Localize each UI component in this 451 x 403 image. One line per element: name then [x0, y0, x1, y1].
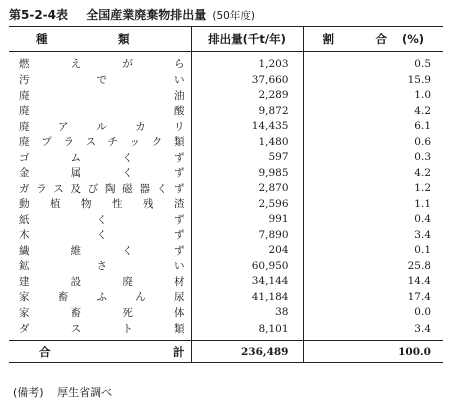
table-title: 全国産業廃棄物排出量 — [86, 8, 207, 22]
total-ratio: 100.0 — [303, 341, 443, 363]
row-amount: 204 — [191, 243, 303, 259]
row-kind: 汚でい — [19, 74, 185, 87]
row-ratio: 0.5 — [303, 52, 443, 73]
row-amount: 7,890 — [191, 227, 303, 243]
row-kind: 木くず — [19, 229, 185, 242]
table-row — [9, 258, 443, 274]
total-label: 合計 — [9, 341, 191, 363]
row-ratio: 4.2 — [303, 103, 443, 119]
total-row — [9, 341, 443, 363]
row-kind: 家畜死体 — [19, 306, 185, 319]
table-row — [9, 243, 443, 259]
row-ratio: 3.4 — [303, 320, 443, 341]
header-amount: 排出量(千t/年) — [191, 27, 303, 52]
table-row — [9, 103, 443, 119]
fiscal-year-note: (50年度) — [212, 10, 255, 22]
row-ratio: 0.3 — [303, 150, 443, 166]
row-kind: 廃プラスチック類 — [19, 136, 185, 149]
row-amount: 2,596 — [191, 196, 303, 212]
row-amount: 597 — [191, 150, 303, 166]
footnote — [13, 384, 112, 400]
row-ratio: 0.1 — [303, 243, 443, 259]
row-kind: 廃酸 — [19, 105, 185, 118]
row-kind: 廃アルカリ — [19, 120, 185, 133]
table-row — [9, 289, 443, 305]
table-number: 第5-2-4表 — [9, 8, 69, 22]
row-kind: 動植物性残渣 — [19, 198, 185, 211]
row-ratio: 17.4 — [303, 289, 443, 305]
row-amount: 37,660 — [191, 72, 303, 88]
row-ratio: 1.0 — [303, 88, 443, 104]
table-row — [9, 305, 443, 321]
row-ratio: 0.0 — [303, 305, 443, 321]
row-ratio: 1.2 — [303, 181, 443, 197]
row-ratio: 4.2 — [303, 165, 443, 181]
row-kind: ゴムくず — [19, 151, 185, 164]
table-row — [9, 72, 443, 88]
footnote-label: (備考) — [13, 386, 44, 399]
row-amount: 14,435 — [191, 119, 303, 135]
row-kind: 燃えがら — [19, 58, 185, 70]
row-amount: 8,101 — [191, 320, 303, 341]
row-ratio: 0.4 — [303, 212, 443, 228]
row-kind: 紙くず — [19, 213, 185, 226]
waste-table — [9, 26, 443, 363]
table-row — [9, 134, 443, 150]
table-row — [9, 52, 443, 73]
row-kind: ガラス及び陶磁器くず — [19, 182, 185, 195]
row-kind: 繊維くず — [19, 244, 185, 257]
row-ratio: 14.4 — [303, 274, 443, 290]
row-ratio: 1.1 — [303, 196, 443, 212]
table-caption — [9, 6, 255, 23]
row-kind: 家畜ふん尿 — [19, 291, 185, 304]
row-amount: 41,184 — [191, 289, 303, 305]
row-ratio: 15.9 — [303, 72, 443, 88]
row-amount: 60,950 — [191, 258, 303, 274]
row-amount: 34,144 — [191, 274, 303, 290]
row-kind: 鉱さい — [19, 260, 185, 273]
table-row — [9, 88, 443, 104]
row-kind: ダスト類 — [19, 323, 185, 335]
table-row — [9, 165, 443, 181]
row-ratio: 25.8 — [303, 258, 443, 274]
row-kind: 廃油 — [19, 89, 185, 102]
row-amount: 2,289 — [191, 88, 303, 104]
table-row — [9, 150, 443, 166]
row-amount: 9,985 — [191, 165, 303, 181]
row-amount: 9,872 — [191, 103, 303, 119]
header-kind: 種 類 — [9, 27, 191, 52]
row-kind: 建設廃材 — [19, 275, 185, 288]
header-row — [9, 27, 443, 52]
table-row — [9, 320, 443, 341]
table-row — [9, 196, 443, 212]
row-ratio: 6.1 — [303, 119, 443, 135]
row-amount: 38 — [191, 305, 303, 321]
table-row — [9, 212, 443, 228]
header-ratio: 割 合(%) — [303, 27, 443, 52]
total-amount: 236,489 — [191, 341, 303, 363]
footnote-source: 厚生省調べ — [57, 386, 113, 399]
row-amount: 1,480 — [191, 134, 303, 150]
table-row — [9, 227, 443, 243]
table-row — [9, 119, 443, 135]
table-row — [9, 274, 443, 290]
row-amount: 1,203 — [191, 52, 303, 73]
row-ratio: 0.6 — [303, 134, 443, 150]
table-row — [9, 181, 443, 197]
row-amount: 991 — [191, 212, 303, 228]
row-ratio: 3.4 — [303, 227, 443, 243]
row-amount: 2,870 — [191, 181, 303, 197]
row-kind: 金属くず — [19, 167, 185, 180]
